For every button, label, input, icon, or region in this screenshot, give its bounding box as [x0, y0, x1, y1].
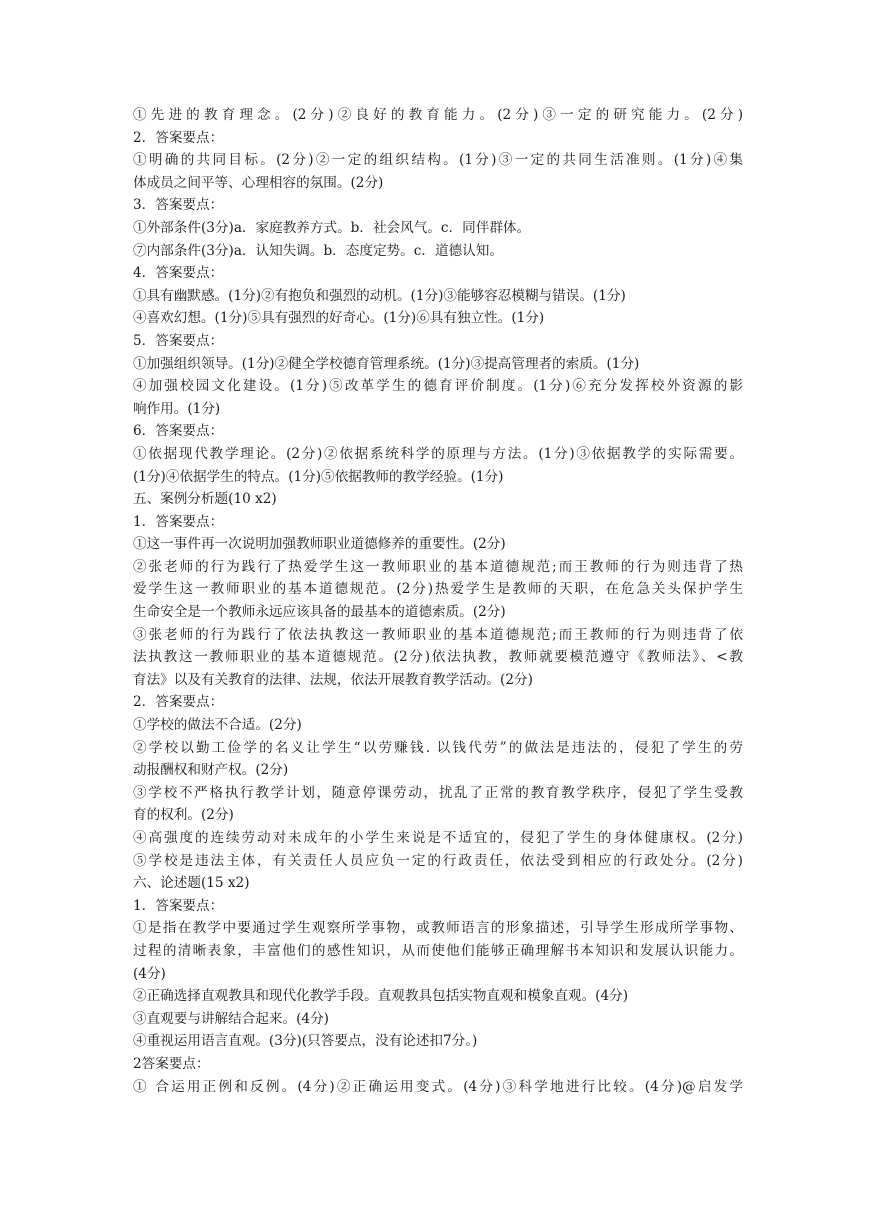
text-line: ①是指在教学中要通过学生观察所学事物，或教师语言的形象描述，引导学生形成所学事物、 — [133, 920, 743, 937]
text-line: ① 合运用正例和反例。(4分)②正确运用变式。(4分)③科学地进行比较。(4分)@启发学 — [133, 1078, 743, 1095]
text-line: ①这一事件再一次说明加强教师职业道德修养的重要性。(2分) — [133, 536, 506, 553]
text-line: 响作用。(1分) — [133, 400, 221, 417]
text-line: 动报酬权和财产权。(2分) — [133, 762, 289, 779]
text-line: ③直观要与讲解结合起来。(4分) — [133, 1010, 329, 1027]
text-line: ④喜欢幻想。(1分)⑤具有强烈的好奇心。(1分)⑥具有独立性。(1分) — [133, 310, 545, 327]
text-line: 2．答案要点： — [133, 694, 224, 711]
text-line: ①依据现代教学理论。(2分)②依据系统科学的原理与方法。(1分)③依据教学的实际需要。 — [133, 445, 743, 462]
text-line: 1．答案要点： — [133, 513, 224, 530]
section-heading: 六、论述题(15 x2) — [133, 875, 250, 892]
text-line: 育的权利。(2分) — [133, 807, 234, 824]
text-line: ①外部条件(3分)a．家庭教养方式。b．社会风气。c．同伴群体。 — [133, 219, 531, 236]
text-line: 4．答案要点： — [133, 265, 224, 282]
text-line: 体成员之间平等、心理相容的氛围。(2分) — [133, 174, 384, 191]
text-line: ①具有幽默感。(1分)②有抱负和强烈的动机。(1分)③能够容忍模糊与错误。(1分) — [133, 287, 626, 304]
text-line: ②学校以勤工俭学的名义让学生“以劳赚钱. 以钱代劳”的做法是违法的，侵犯了学生的劳 — [133, 739, 743, 756]
text-line: ①学校的做法不合适。(2分) — [133, 717, 302, 734]
section-heading: 五、案例分析题(10 x2) — [133, 491, 277, 508]
text-line: 2．答案要点： — [133, 129, 224, 146]
text-line: (4分) — [133, 965, 166, 982]
text-line: ③张老师的行为践行了依法执教这一教师职业的基本道德规范;而王教师的行为则违背了依 — [133, 626, 743, 643]
text-line: ①明确的共同目标。(2分)②一定的组织结构。(1分)③一定的共同生活准则。(1分)④集 — [133, 152, 743, 169]
text-line: ①先进的教育理念。(2分)②良好的教育能力。(2分)③一定的研究能力。(2分) — [133, 107, 743, 123]
text-line: (1分)④依据学生的特点。(1分)⑤依据教师的教学经验。(1分) — [133, 468, 504, 485]
text-line: 2答案要点： — [133, 1055, 210, 1072]
text-line: 5．答案要点： — [133, 332, 224, 349]
text-line: 6．答案要点： — [133, 423, 224, 440]
text-line: ④重视运用语言直观。(3分)(只答要点，没有论述扣7分。) — [133, 1033, 478, 1050]
text-line: ⑦内部条件(3分)a．认知失调。b．态度定势。c．道德认知。 — [133, 242, 503, 259]
text-line: 法执教这一教师职业的基本道德规范。(2分)依法执教，教师就要模范遵守《教师法》、<教 — [133, 649, 743, 666]
text-line: 3．答案要点： — [133, 197, 224, 214]
text-line: ②正确选择直观教具和现代化教学手段。直观教具包括实物直观和模象直观。(4分) — [133, 988, 629, 1005]
text-line: 育法》以及有关教育的法律、法规，依法开展教育教学活动。(2分) — [133, 671, 533, 688]
text-line: ④加强校园文化建设。(1分)⑤改革学生的德育评价制度。(1分)⑥充分发挥校外资源的影 — [133, 378, 743, 395]
text-line: ⑤学校是违法主体，有关责任人员应负一定的行政责任，依法受到相应的行政处分。(2分) — [133, 852, 743, 869]
text-line: 爱学生这一教师职业的基本道德规范。(2分)热爱学生是教师的天职，在危急关头保护学生 — [133, 581, 743, 598]
text-line: ③学校不严格执行教学计划，随意停课劳动，扰乱了正常的教育教学秩序，侵犯了学生受教 — [133, 784, 743, 801]
text-line: 1．答案要点： — [133, 897, 224, 914]
text-line: 生命安全是一个教师永远应该具备的最基本的道德索质。(2分) — [133, 604, 506, 621]
answer-key-document — [133, 104, 743, 1098]
text-line: ②张老师的行为践行了热爱学生这一教师职业的基本道德规范;而王教师的行为则违背了热 — [133, 558, 743, 575]
text-line: ④高强度的连续劳动对未成年的小学生来说是不适宜的，侵犯了学生的身体健康权。(2分) — [133, 830, 743, 846]
text-line: 过程的清晰表象，丰富他们的感性知识，从而使他们能够正确理解书本知识和发展认识能力。 — [133, 942, 743, 959]
text-line: ①加强组织领导。(1分)②健全学校德育管理系统。(1分)③提高管理者的索质。(1分) — [133, 355, 640, 372]
